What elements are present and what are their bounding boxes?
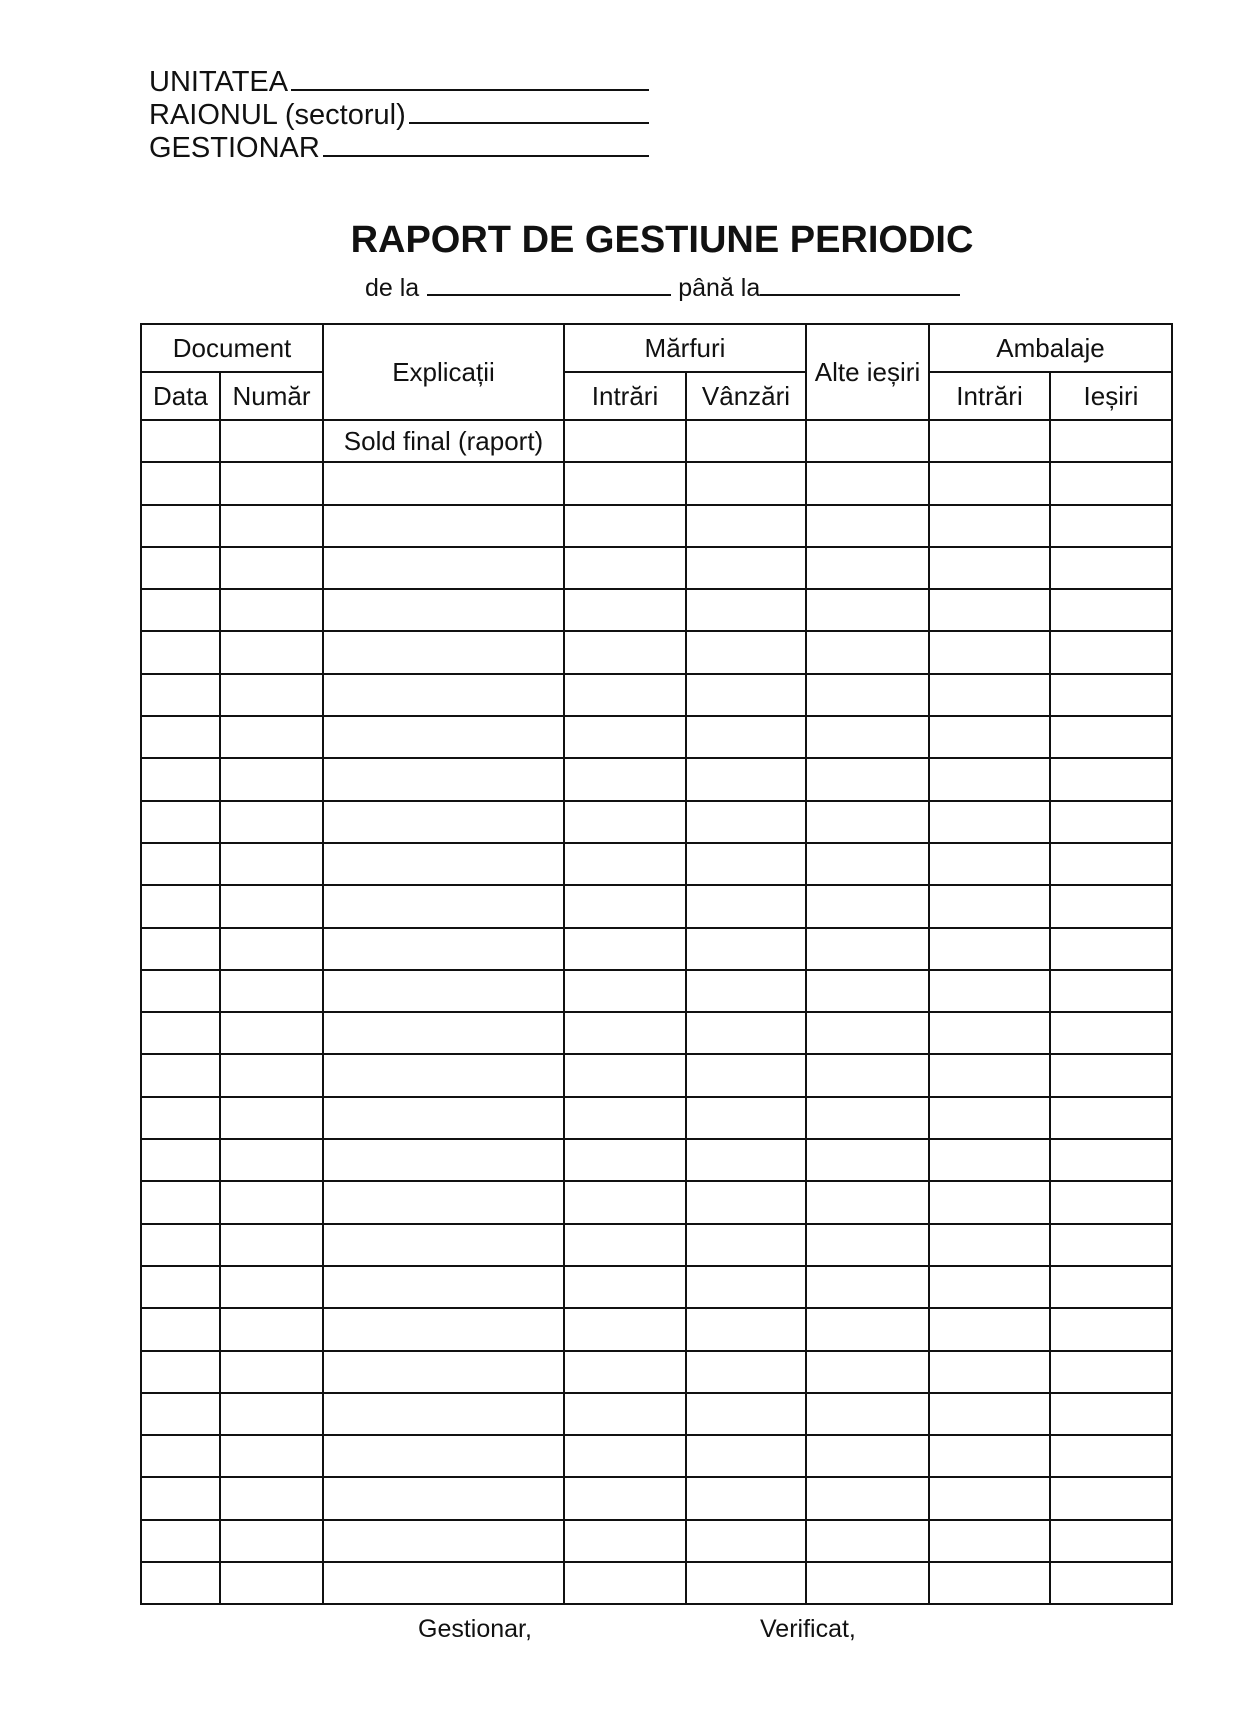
table-body bbox=[141, 420, 1172, 1604]
cell-explicatii bbox=[323, 1351, 564, 1393]
cell-numar bbox=[220, 716, 323, 758]
cell-ambalaje-intrari bbox=[929, 1054, 1050, 1096]
cell-marfuri-vanzari bbox=[686, 758, 806, 800]
cell-ambalaje-iesiri bbox=[1050, 1266, 1172, 1308]
cell-marfuri-vanzari bbox=[686, 1520, 806, 1562]
cell-ambalaje-iesiri bbox=[1050, 1012, 1172, 1054]
cell-ambalaje-intrari bbox=[929, 801, 1050, 843]
cell-numar bbox=[220, 1520, 323, 1562]
table-row bbox=[141, 1012, 1172, 1054]
cell-explicatii bbox=[323, 758, 564, 800]
cell-numar bbox=[220, 1393, 323, 1435]
cell-data bbox=[141, 547, 220, 589]
cell-alte-iesiri bbox=[806, 462, 929, 504]
table-row bbox=[141, 970, 1172, 1012]
cell-explicatii bbox=[323, 1308, 564, 1350]
field-blank-line bbox=[291, 89, 649, 91]
cell-alte-iesiri bbox=[806, 885, 929, 927]
table-row bbox=[141, 1224, 1172, 1266]
field-blank-line bbox=[323, 155, 649, 157]
cell-explicatii bbox=[323, 674, 564, 716]
cell-numar bbox=[220, 1054, 323, 1096]
cell-ambalaje-iesiri bbox=[1050, 631, 1172, 673]
table-row bbox=[141, 1054, 1172, 1096]
cell-marfuri-intrari bbox=[564, 1139, 686, 1181]
cell-marfuri-intrari bbox=[564, 758, 686, 800]
cell-numar bbox=[220, 547, 323, 589]
cell-numar bbox=[220, 674, 323, 716]
cell-data bbox=[141, 1393, 220, 1435]
header-explicatii: Explicații bbox=[323, 324, 564, 420]
cell-marfuri-vanzari bbox=[686, 1435, 806, 1477]
cell-explicatii: Sold final (raport) bbox=[323, 420, 564, 462]
cell-marfuri-intrari bbox=[564, 928, 686, 970]
header-row-subcolumns bbox=[141, 372, 1172, 420]
cell-explicatii bbox=[323, 1435, 564, 1477]
cell-marfuri-vanzari bbox=[686, 1308, 806, 1350]
cell-explicatii bbox=[323, 1477, 564, 1519]
cell-ambalaje-intrari bbox=[929, 1097, 1050, 1139]
cell-marfuri-vanzari bbox=[686, 1012, 806, 1054]
cell-data bbox=[141, 420, 220, 462]
cell-numar bbox=[220, 970, 323, 1012]
cell-ambalaje-iesiri bbox=[1050, 885, 1172, 927]
field-label: RAIONUL (sectorul) bbox=[149, 99, 406, 131]
cell-explicatii bbox=[323, 505, 564, 547]
cell-data bbox=[141, 1012, 220, 1054]
cell-numar bbox=[220, 1012, 323, 1054]
table-row bbox=[141, 1097, 1172, 1139]
cell-ambalaje-intrari bbox=[929, 674, 1050, 716]
cell-numar bbox=[220, 1435, 323, 1477]
cell-ambalaje-iesiri bbox=[1050, 547, 1172, 589]
cell-marfuri-vanzari bbox=[686, 885, 806, 927]
cell-alte-iesiri bbox=[806, 674, 929, 716]
field-unitatea bbox=[149, 66, 649, 99]
cell-marfuri-intrari bbox=[564, 505, 686, 547]
table-row bbox=[141, 1477, 1172, 1519]
cell-data bbox=[141, 885, 220, 927]
cell-data bbox=[141, 801, 220, 843]
cell-alte-iesiri bbox=[806, 631, 929, 673]
header-marfuri-intrari: Intrări bbox=[564, 372, 686, 420]
cell-alte-iesiri bbox=[806, 1139, 929, 1181]
cell-data bbox=[141, 1181, 220, 1223]
cell-ambalaje-iesiri bbox=[1050, 1181, 1172, 1223]
cell-marfuri-vanzari bbox=[686, 1351, 806, 1393]
table-row bbox=[141, 462, 1172, 504]
header-ambalaje: Ambalaje bbox=[929, 324, 1172, 372]
cell-alte-iesiri bbox=[806, 1054, 929, 1096]
cell-ambalaje-intrari bbox=[929, 1266, 1050, 1308]
table-row bbox=[141, 1351, 1172, 1393]
cell-ambalaje-intrari bbox=[929, 1224, 1050, 1266]
cell-alte-iesiri bbox=[806, 1351, 929, 1393]
cell-marfuri-intrari bbox=[564, 801, 686, 843]
cell-data bbox=[141, 843, 220, 885]
cell-data bbox=[141, 970, 220, 1012]
cell-ambalaje-iesiri bbox=[1050, 716, 1172, 758]
cell-marfuri-intrari bbox=[564, 674, 686, 716]
cell-explicatii bbox=[323, 1054, 564, 1096]
cell-explicatii bbox=[323, 1562, 564, 1604]
cell-ambalaje-intrari bbox=[929, 1012, 1050, 1054]
cell-data bbox=[141, 1097, 220, 1139]
cell-ambalaje-iesiri bbox=[1050, 970, 1172, 1012]
field-label: UNITATEA bbox=[149, 66, 289, 98]
cell-ambalaje-intrari bbox=[929, 1393, 1050, 1435]
cell-ambalaje-iesiri bbox=[1050, 1054, 1172, 1096]
cell-marfuri-vanzari bbox=[686, 1054, 806, 1096]
cell-explicatii bbox=[323, 1139, 564, 1181]
table-row bbox=[141, 674, 1172, 716]
cell-marfuri-vanzari bbox=[686, 928, 806, 970]
cell-numar bbox=[220, 1097, 323, 1139]
cell-alte-iesiri bbox=[806, 1562, 929, 1604]
cell-ambalaje-iesiri bbox=[1050, 1562, 1172, 1604]
cell-data bbox=[141, 462, 220, 504]
cell-explicatii bbox=[323, 1224, 564, 1266]
header-fields bbox=[149, 66, 649, 165]
cell-marfuri-intrari bbox=[564, 716, 686, 758]
cell-ambalaje-iesiri bbox=[1050, 801, 1172, 843]
report-table bbox=[140, 323, 1173, 1605]
table-header bbox=[141, 324, 1172, 420]
cell-alte-iesiri bbox=[806, 928, 929, 970]
cell-ambalaje-intrari bbox=[929, 462, 1050, 504]
cell-ambalaje-iesiri bbox=[1050, 1097, 1172, 1139]
table-row bbox=[141, 547, 1172, 589]
signature-gestionar: Gestionar, bbox=[418, 1615, 532, 1643]
cell-marfuri-intrari bbox=[564, 1477, 686, 1519]
cell-alte-iesiri bbox=[806, 547, 929, 589]
cell-marfuri-vanzari bbox=[686, 674, 806, 716]
cell-data bbox=[141, 505, 220, 547]
cell-alte-iesiri bbox=[806, 1181, 929, 1223]
cell-ambalaje-intrari bbox=[929, 547, 1050, 589]
cell-data bbox=[141, 1139, 220, 1181]
cell-marfuri-intrari bbox=[564, 420, 686, 462]
cell-alte-iesiri bbox=[806, 758, 929, 800]
cell-alte-iesiri bbox=[806, 1224, 929, 1266]
cell-alte-iesiri bbox=[806, 1393, 929, 1435]
cell-data bbox=[141, 716, 220, 758]
cell-ambalaje-iesiri bbox=[1050, 420, 1172, 462]
cell-numar bbox=[220, 1477, 323, 1519]
cell-explicatii bbox=[323, 1012, 564, 1054]
cell-alte-iesiri bbox=[806, 1520, 929, 1562]
table-row bbox=[141, 1435, 1172, 1477]
cell-numar bbox=[220, 801, 323, 843]
cell-marfuri-intrari bbox=[564, 1224, 686, 1266]
cell-numar bbox=[220, 1308, 323, 1350]
cell-explicatii bbox=[323, 1097, 564, 1139]
table-row bbox=[141, 1562, 1172, 1604]
cell-data bbox=[141, 631, 220, 673]
cell-marfuri-intrari bbox=[564, 547, 686, 589]
cell-alte-iesiri bbox=[806, 1308, 929, 1350]
cell-marfuri-intrari bbox=[564, 1181, 686, 1223]
cell-marfuri-vanzari bbox=[686, 1393, 806, 1435]
cell-numar bbox=[220, 885, 323, 927]
cell-alte-iesiri bbox=[806, 505, 929, 547]
table-row bbox=[141, 716, 1172, 758]
table-row bbox=[141, 631, 1172, 673]
cell-explicatii bbox=[323, 631, 564, 673]
cell-alte-iesiri bbox=[806, 1012, 929, 1054]
header-data: Data bbox=[141, 372, 220, 420]
cell-explicatii bbox=[323, 547, 564, 589]
cell-ambalaje-iesiri bbox=[1050, 928, 1172, 970]
cell-ambalaje-iesiri bbox=[1050, 1351, 1172, 1393]
cell-marfuri-intrari bbox=[564, 1435, 686, 1477]
cell-ambalaje-intrari bbox=[929, 716, 1050, 758]
cell-marfuri-intrari bbox=[564, 1393, 686, 1435]
table-row bbox=[141, 1139, 1172, 1181]
cell-explicatii bbox=[323, 885, 564, 927]
cell-marfuri-vanzari bbox=[686, 1139, 806, 1181]
cell-alte-iesiri bbox=[806, 589, 929, 631]
period-line bbox=[365, 273, 960, 303]
cell-ambalaje-iesiri bbox=[1050, 1477, 1172, 1519]
table-row bbox=[141, 801, 1172, 843]
cell-alte-iesiri bbox=[806, 1266, 929, 1308]
header-ambalaje-iesiri: Ieșiri bbox=[1050, 372, 1172, 420]
cell-alte-iesiri bbox=[806, 843, 929, 885]
cell-data bbox=[141, 589, 220, 631]
table-row bbox=[141, 758, 1172, 800]
cell-explicatii bbox=[323, 1520, 564, 1562]
header-marfuri: Mărfuri bbox=[564, 324, 806, 372]
table-row bbox=[141, 1520, 1172, 1562]
cell-ambalaje-iesiri bbox=[1050, 1224, 1172, 1266]
cell-numar bbox=[220, 462, 323, 504]
cell-numar bbox=[220, 1266, 323, 1308]
header-document: Document bbox=[141, 324, 323, 372]
cell-ambalaje-iesiri bbox=[1050, 462, 1172, 504]
cell-ambalaje-intrari bbox=[929, 1435, 1050, 1477]
cell-data bbox=[141, 758, 220, 800]
cell-marfuri-intrari bbox=[564, 1308, 686, 1350]
cell-ambalaje-iesiri bbox=[1050, 1393, 1172, 1435]
cell-alte-iesiri bbox=[806, 970, 929, 1012]
cell-explicatii bbox=[323, 716, 564, 758]
cell-marfuri-intrari bbox=[564, 1351, 686, 1393]
cell-alte-iesiri bbox=[806, 1435, 929, 1477]
cell-explicatii bbox=[323, 1181, 564, 1223]
table-row bbox=[141, 1181, 1172, 1223]
table-row bbox=[141, 928, 1172, 970]
cell-numar bbox=[220, 589, 323, 631]
cell-ambalaje-intrari bbox=[929, 589, 1050, 631]
cell-ambalaje-intrari bbox=[929, 885, 1050, 927]
cell-marfuri-intrari bbox=[564, 462, 686, 504]
table-row bbox=[141, 505, 1172, 547]
cell-marfuri-vanzari bbox=[686, 843, 806, 885]
cell-marfuri-vanzari bbox=[686, 631, 806, 673]
cell-numar bbox=[220, 505, 323, 547]
cell-ambalaje-intrari bbox=[929, 970, 1050, 1012]
cell-ambalaje-intrari bbox=[929, 843, 1050, 885]
table-row bbox=[141, 1266, 1172, 1308]
cell-ambalaje-intrari bbox=[929, 631, 1050, 673]
cell-marfuri-vanzari bbox=[686, 547, 806, 589]
cell-marfuri-intrari bbox=[564, 1520, 686, 1562]
cell-data bbox=[141, 1054, 220, 1096]
cell-marfuri-intrari bbox=[564, 1054, 686, 1096]
cell-explicatii bbox=[323, 801, 564, 843]
period-to-label: până la bbox=[678, 274, 761, 302]
cell-numar bbox=[220, 758, 323, 800]
cell-explicatii bbox=[323, 843, 564, 885]
cell-marfuri-vanzari bbox=[686, 1266, 806, 1308]
cell-alte-iesiri bbox=[806, 716, 929, 758]
cell-ambalaje-intrari bbox=[929, 1520, 1050, 1562]
cell-ambalaje-intrari bbox=[929, 928, 1050, 970]
cell-data bbox=[141, 674, 220, 716]
cell-alte-iesiri bbox=[806, 420, 929, 462]
cell-numar bbox=[220, 1224, 323, 1266]
table-row bbox=[141, 1393, 1172, 1435]
cell-explicatii bbox=[323, 1266, 564, 1308]
cell-numar bbox=[220, 1181, 323, 1223]
cell-data bbox=[141, 1308, 220, 1350]
cell-marfuri-vanzari bbox=[686, 589, 806, 631]
cell-ambalaje-intrari bbox=[929, 1351, 1050, 1393]
cell-data bbox=[141, 1520, 220, 1562]
cell-marfuri-vanzari bbox=[686, 1477, 806, 1519]
cell-ambalaje-intrari bbox=[929, 1181, 1050, 1223]
cell-numar bbox=[220, 1139, 323, 1181]
cell-marfuri-vanzari bbox=[686, 1181, 806, 1223]
cell-marfuri-intrari bbox=[564, 589, 686, 631]
cell-marfuri-intrari bbox=[564, 1097, 686, 1139]
header-alte-iesiri: Alte ieșiri bbox=[806, 324, 929, 420]
sold-final-row bbox=[141, 420, 1172, 462]
cell-data bbox=[141, 1351, 220, 1393]
table-row bbox=[141, 589, 1172, 631]
cell-ambalaje-iesiri bbox=[1050, 1308, 1172, 1350]
cell-data bbox=[141, 1435, 220, 1477]
cell-alte-iesiri bbox=[806, 1097, 929, 1139]
header-row-groups bbox=[141, 324, 1172, 372]
field-label: GESTIONAR bbox=[149, 132, 320, 164]
table-row bbox=[141, 843, 1172, 885]
cell-data bbox=[141, 928, 220, 970]
field-gestionar bbox=[149, 132, 649, 165]
cell-marfuri-intrari bbox=[564, 843, 686, 885]
field-blank-line bbox=[409, 122, 649, 124]
cell-marfuri-vanzari bbox=[686, 1224, 806, 1266]
cell-ambalaje-iesiri bbox=[1050, 1435, 1172, 1477]
cell-data bbox=[141, 1562, 220, 1604]
period-to-blank bbox=[760, 294, 960, 296]
cell-marfuri-vanzari bbox=[686, 420, 806, 462]
cell-ambalaje-intrari bbox=[929, 1477, 1050, 1519]
cell-ambalaje-intrari bbox=[929, 1308, 1050, 1350]
cell-numar bbox=[220, 420, 323, 462]
cell-ambalaje-intrari bbox=[929, 758, 1050, 800]
cell-ambalaje-iesiri bbox=[1050, 843, 1172, 885]
cell-data bbox=[141, 1224, 220, 1266]
cell-numar bbox=[220, 1351, 323, 1393]
header-numar: Număr bbox=[220, 372, 323, 420]
cell-ambalaje-iesiri bbox=[1050, 674, 1172, 716]
cell-marfuri-vanzari bbox=[686, 801, 806, 843]
cell-marfuri-vanzari bbox=[686, 1562, 806, 1604]
period-from-blank bbox=[427, 294, 671, 296]
cell-numar bbox=[220, 1562, 323, 1604]
cell-ambalaje-intrari bbox=[929, 420, 1050, 462]
cell-ambalaje-intrari bbox=[929, 1562, 1050, 1604]
cell-explicatii bbox=[323, 462, 564, 504]
field-raionul bbox=[149, 99, 649, 132]
cell-ambalaje-iesiri bbox=[1050, 1520, 1172, 1562]
cell-alte-iesiri bbox=[806, 801, 929, 843]
cell-marfuri-intrari bbox=[564, 1562, 686, 1604]
cell-ambalaje-iesiri bbox=[1050, 758, 1172, 800]
cell-marfuri-intrari bbox=[564, 970, 686, 1012]
cell-marfuri-vanzari bbox=[686, 462, 806, 504]
cell-marfuri-vanzari bbox=[686, 970, 806, 1012]
cell-ambalaje-iesiri bbox=[1050, 589, 1172, 631]
signature-verificat: Verificat, bbox=[760, 1615, 856, 1643]
cell-explicatii bbox=[323, 928, 564, 970]
cell-ambalaje-iesiri bbox=[1050, 1139, 1172, 1181]
cell-marfuri-intrari bbox=[564, 1266, 686, 1308]
cell-numar bbox=[220, 928, 323, 970]
cell-marfuri-intrari bbox=[564, 1012, 686, 1054]
cell-marfuri-vanzari bbox=[686, 1097, 806, 1139]
period-from-label: de la bbox=[365, 274, 420, 302]
cell-numar bbox=[220, 631, 323, 673]
report-title: RAPORT DE GESTIUNE PERIODIC bbox=[350, 219, 974, 261]
cell-marfuri-vanzari bbox=[686, 716, 806, 758]
cell-ambalaje-intrari bbox=[929, 1139, 1050, 1181]
cell-data bbox=[141, 1477, 220, 1519]
cell-numar bbox=[220, 843, 323, 885]
cell-marfuri-vanzari bbox=[686, 505, 806, 547]
table-row bbox=[141, 1308, 1172, 1350]
cell-explicatii bbox=[323, 589, 564, 631]
table-row bbox=[141, 885, 1172, 927]
cell-alte-iesiri bbox=[806, 1477, 929, 1519]
cell-ambalaje-intrari bbox=[929, 505, 1050, 547]
header-marfuri-vanzari: Vânzări bbox=[686, 372, 806, 420]
cell-ambalaje-iesiri bbox=[1050, 505, 1172, 547]
cell-marfuri-intrari bbox=[564, 631, 686, 673]
cell-data bbox=[141, 1266, 220, 1308]
cell-explicatii bbox=[323, 1393, 564, 1435]
cell-marfuri-intrari bbox=[564, 885, 686, 927]
header-ambalaje-intrari: Intrări bbox=[929, 372, 1050, 420]
cell-explicatii bbox=[323, 970, 564, 1012]
